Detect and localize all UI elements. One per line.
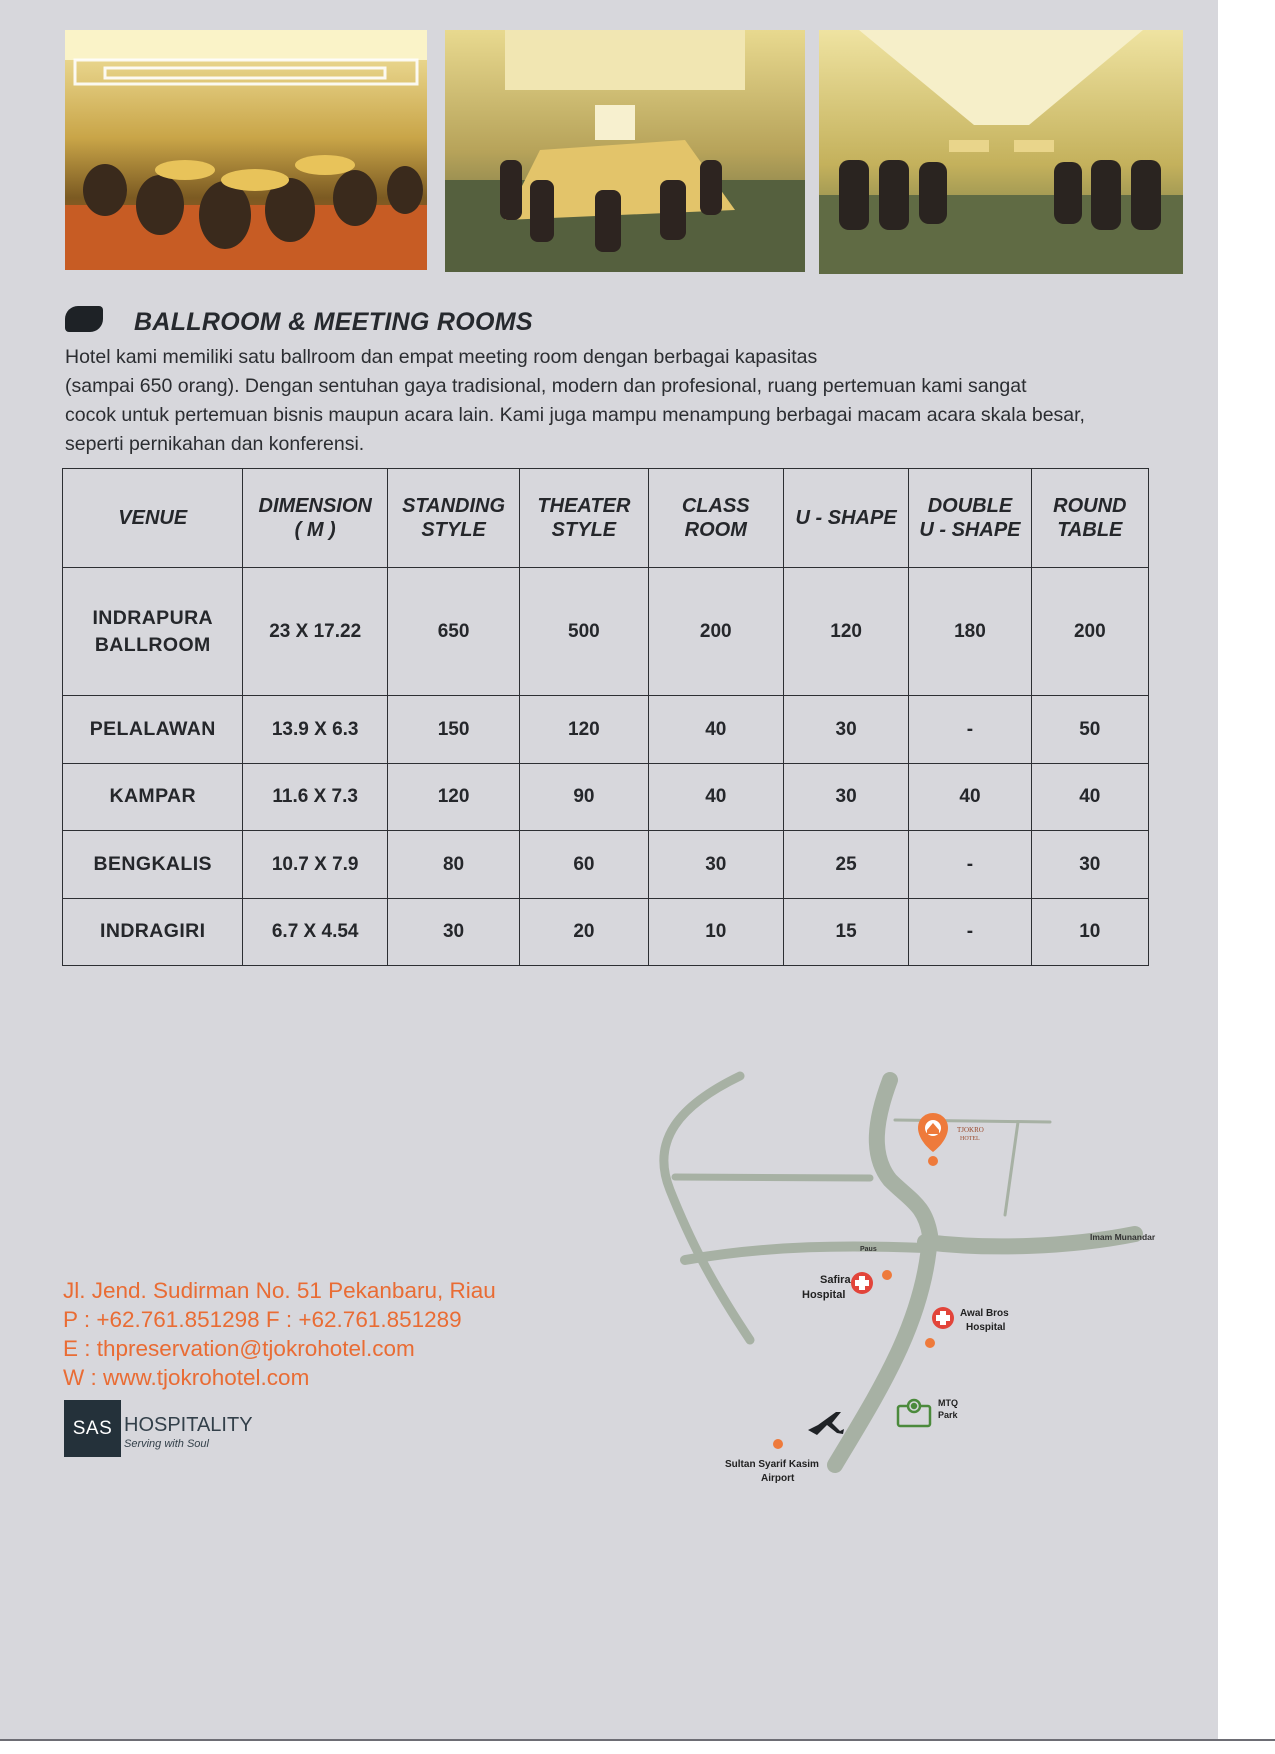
mtq-label: Park <box>938 1410 958 1420</box>
map-road-right <box>1005 1122 1018 1215</box>
round-table-cell: 50 <box>1031 696 1148 763</box>
double-u-shape-cell: - <box>909 898 1031 965</box>
header-round-table: ROUND TABLE <box>1031 469 1148 568</box>
contact-block <box>63 1276 496 1392</box>
venue-cell: INDRAPURA BALLROOM <box>63 568 243 696</box>
standing-cell: 120 <box>387 763 519 830</box>
intro-line: Hotel kami memiliki satu ballroom dan empat meeting room dengan berbagai kapasitas <box>65 346 818 368</box>
u-shape-cell: 15 <box>783 898 908 965</box>
classroom-cell: 30 <box>648 831 783 898</box>
u-shape-cell: 120 <box>783 568 908 696</box>
airport-label: Sultan Syarif Kasim <box>725 1459 819 1470</box>
hotel-marker-icon <box>918 1113 948 1166</box>
section-title: BALLROOM & MEETING ROOMS <box>134 308 533 336</box>
park-marker-icon <box>898 1400 930 1426</box>
hospital-icon <box>851 1270 892 1294</box>
u-shape-cell: 30 <box>783 696 908 763</box>
theater-cell: 90 <box>520 763 648 830</box>
safira-label: Hospital <box>802 1289 846 1301</box>
double-u-shape-cell: - <box>909 696 1031 763</box>
round-table-cell: 30 <box>1031 831 1148 898</box>
u-shape-cell: 25 <box>783 831 908 898</box>
standing-cell: 150 <box>387 696 519 763</box>
safira-label: Safira <box>820 1274 851 1286</box>
airport-label: Airport <box>761 1473 795 1484</box>
location-map <box>650 1060 1156 1500</box>
venue-cell: KAMPAR <box>63 763 243 830</box>
theater-cell: 120 <box>520 696 648 763</box>
double-u-shape-cell: - <box>909 831 1031 898</box>
header-standing-style: STANDING STYLE <box>387 469 519 568</box>
dimension-cell: 11.6 X 7.3 <box>243 763 387 830</box>
theater-cell: 20 <box>520 898 648 965</box>
mtq-label: MTQ <box>938 1398 958 1408</box>
table-row <box>63 898 1149 965</box>
standing-cell: 80 <box>387 831 519 898</box>
venue-cell: PELALAWAN <box>63 696 243 763</box>
standing-cell: 650 <box>387 568 519 696</box>
hotel-label-line: HOTEL <box>960 1136 980 1142</box>
venue-cell: BENGKALIS <box>63 831 243 898</box>
map-road-paus <box>685 1246 925 1260</box>
address-text: Jl. Jend. Sudirman No. 51 Pekanbaru, Riau <box>63 1278 496 1303</box>
table-header-row <box>63 469 1149 568</box>
map-road-left <box>664 1076 750 1340</box>
page-edge-line <box>0 1739 1275 1741</box>
u-shape-cell: 30 <box>783 763 908 830</box>
round-table-cell: 10 <box>1031 898 1148 965</box>
header-dimension: DIMENSION ( M ) <box>243 469 387 568</box>
table-row <box>63 568 1149 696</box>
table-row <box>63 696 1149 763</box>
header-theater-style: THEATER STYLE <box>520 469 648 568</box>
table-row <box>63 763 1149 830</box>
dimension-cell: 13.9 X 6.3 <box>243 696 387 763</box>
logo-tagline: Serving with Soul <box>124 1438 209 1450</box>
meeting-rooms-table <box>62 468 1149 966</box>
double-u-shape-cell: 180 <box>909 568 1031 696</box>
map-road-mid <box>675 1177 870 1178</box>
intro-line: seperti pernikahan dan konferensi. <box>65 433 365 455</box>
header-double-u-shape: DOUBLE U - SHAPE <box>909 469 1031 568</box>
phone-fax-text: P : +62.761.851298 F : +62.761.851289 <box>63 1307 462 1332</box>
dimension-cell: 23 X 17.22 <box>243 568 387 696</box>
road-label-paus: Paus <box>860 1246 877 1253</box>
awal-bros-label: Awal Bros <box>960 1308 1009 1319</box>
intro-line: cocok untuk pertemuan bisnis maupun acara lain. Kami juga mampu menampung berbagai macam acara skala besar, <box>65 404 1085 426</box>
theater-room-photo <box>819 30 1183 274</box>
logo-word: HOSPITALITY <box>124 1414 253 1436</box>
classroom-cell: 200 <box>648 568 783 696</box>
classroom-cell: 10 <box>648 898 783 965</box>
venue-cell: INDRAGIRI <box>63 898 243 965</box>
round-table-cell: 200 <box>1031 568 1148 696</box>
round-table-cell: 40 <box>1031 763 1148 830</box>
intro-line: (sampai 650 orang). Dengan sentuhan gaya tradisional, modern dan profesional, ruang pertemuan kami sangat <box>65 375 1027 397</box>
header-venue: VENUE <box>63 469 243 568</box>
double-u-shape-cell: 40 <box>909 763 1031 830</box>
road-label-imam: Imam Munandar <box>1090 1232 1156 1242</box>
ballroom-photo <box>65 30 427 270</box>
theater-cell: 60 <box>520 831 648 898</box>
hotel-label-line: TJOKRO <box>957 1126 984 1134</box>
logo-box: SAS <box>64 1400 121 1457</box>
classroom-cell: 40 <box>648 763 783 830</box>
standing-cell: 30 <box>387 898 519 965</box>
table-row <box>63 831 1149 898</box>
awal-bros-label: Hospital <box>966 1322 1006 1333</box>
dimension-cell: 6.7 X 4.54 <box>243 898 387 965</box>
airplane-icon <box>773 1412 844 1449</box>
header-u-shape: U - SHAPE <box>783 469 908 568</box>
hospital-icon <box>925 1307 954 1348</box>
website-link[interactable]: W : www.tjokrohotel.com <box>63 1365 310 1390</box>
classroom-cell: 40 <box>648 696 783 763</box>
map-road-top <box>895 1120 1050 1122</box>
header-classroom: CLASS ROOM <box>648 469 783 568</box>
email-link[interactable]: E : thpreservation@tjokrohotel.com <box>63 1336 415 1361</box>
dimension-cell: 10.7 X 7.9 <box>243 831 387 898</box>
intro-paragraph <box>65 343 1195 459</box>
meeting-room-photo <box>445 30 805 272</box>
theater-cell: 500 <box>520 568 648 696</box>
section-bullet-icon <box>65 306 103 332</box>
